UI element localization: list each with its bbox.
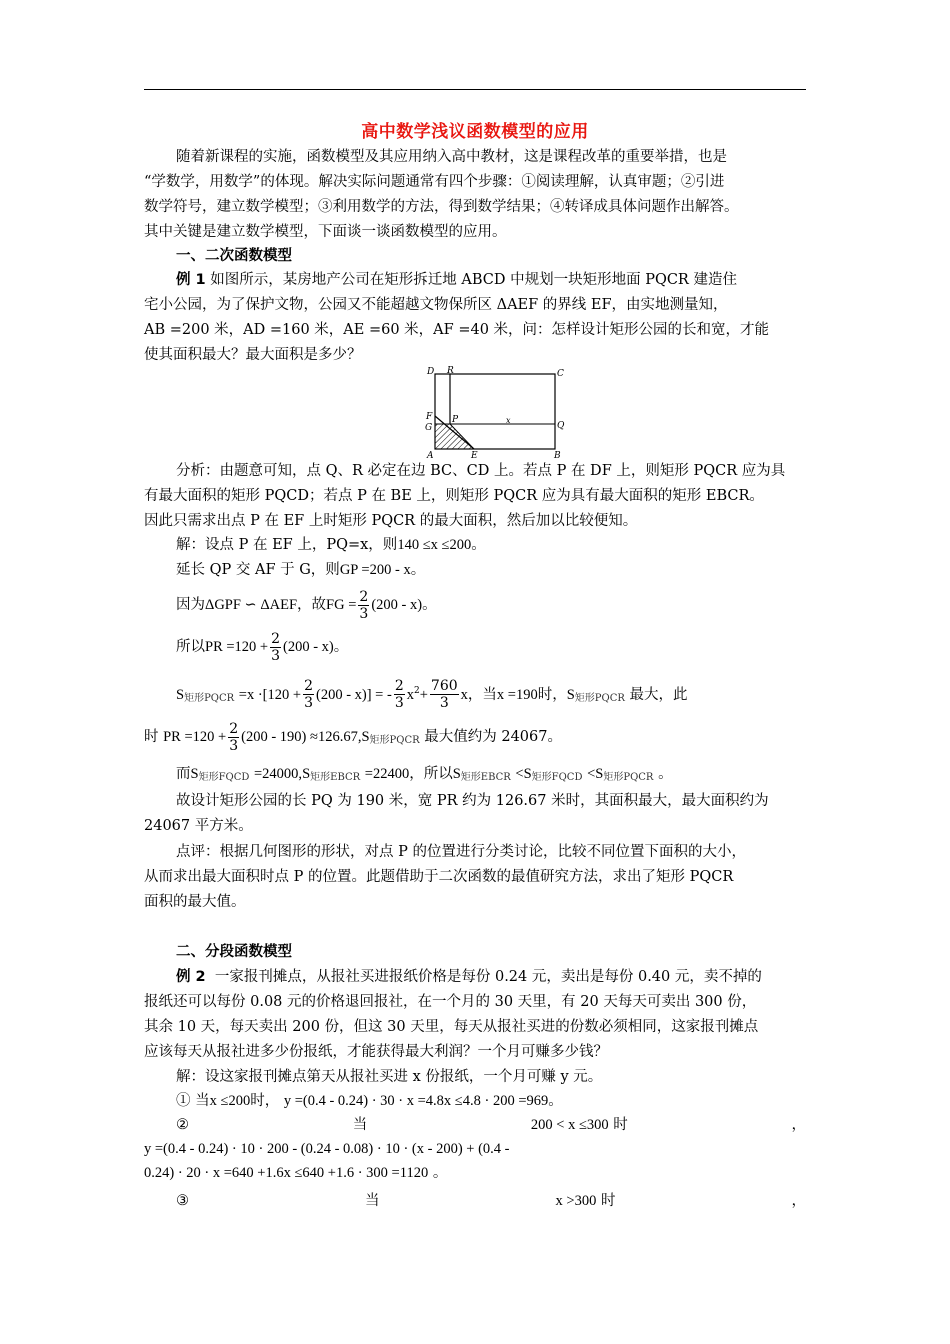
math: =x ·[120 + [238,686,302,703]
fraction [228,721,239,754]
example-line: 应该每天从报社进多少份报纸，才能获得最大利润？一个月可赚多少钱？ [144,1044,608,1060]
case-line [144,1116,806,1134]
text: ， [791,1193,806,1209]
text: ① 当 [176,1093,210,1109]
numerator: 2 [304,678,313,695]
subscript: 矩形EBCR [460,772,511,783]
solution-line [144,630,806,664]
math: S [361,729,370,745]
text: 时 [613,1117,628,1133]
math: S [452,766,461,782]
example-line [144,271,806,289]
label-B: B [554,451,561,460]
solution-line [144,765,806,787]
text: 。 [548,1093,563,1109]
text: 最大，此 [629,686,688,703]
example-text: 一家报刊摊点，从报社买进报纸价格是每份 0.24 元，卖出是每份 0.40 元，卖不掉的 [214,969,762,985]
fraction [270,631,281,664]
page-title: 高中数学浅议函数模型的应用 [361,122,589,142]
math: (200 - x)] = - [315,686,392,703]
math: 200 < x ≤300 [530,1117,609,1133]
math: FG = [326,597,357,613]
text: 而 [176,766,191,782]
math: S [595,766,604,782]
text: ③ [176,1193,189,1209]
math: PR =120 + [205,639,269,655]
math: x ≤200 [209,1093,251,1109]
example-line: AB =200 米，AD =160 米，AE =60 米，AF =40 米，问：怎样设计矩形公园的长和宽，才能 [144,322,770,338]
math: S [566,686,575,703]
math: x [406,686,414,703]
solution-line [144,720,806,758]
math: =24000, [254,766,303,782]
comment-line: 面积的最大值。 [144,894,246,910]
case-line [144,1092,806,1110]
label-F: F [426,412,433,422]
analysis-line: 分析：由题意可知，点 Q、R 必定在边 BC、CD 上。若点 P 在 DF 上，则矩形 PQCR 应为具 [176,463,786,479]
text: 当 [352,1117,368,1133]
solution-line [144,536,806,554]
math: S [190,766,199,782]
fraction [430,678,459,711]
label-x: x [506,416,511,425]
label-E: E [471,451,478,460]
math: < [515,766,524,782]
solution-line [144,674,806,716]
numerator: 760 [430,678,458,695]
text: 解：设点 P 在 EF 上，PQ=x，则 [176,537,398,553]
text: ② [176,1117,189,1133]
denominator: 3 [304,695,313,712]
example-line: 报纸还可以每份 0.08 元的价格退回报社，在一个月的 30 天里，有 20 天每天可卖出 300 份， [144,994,757,1010]
denominator: 3 [439,695,449,712]
subscript: 矩形PQCR [574,692,625,704]
math: x >300 [555,1193,597,1209]
example-label: 例 2 [176,969,206,985]
text: 所以 [176,639,205,655]
math: (200 - x) [371,597,423,613]
text: 。 [333,639,349,655]
solution-line [144,561,806,579]
label-C: C [557,369,564,379]
text: ，故 [297,597,327,613]
header-rule [144,89,806,90]
label-D: D [427,367,435,377]
math: 0.24) · 20 · x =640 +1.6x ≤640 +1.6 · 300 =1120 [144,1165,429,1181]
superscript: 2 [413,686,420,696]
example-line: 宅小公园，为了保护文物，公园又不能超越文物保所区 ΔAEF 的界线 EF，由实地测量知， [144,297,728,313]
subscript: 矩形FQCD [531,772,583,783]
text: ，所以 [409,766,453,782]
example-line: 其余 10 天，每天卖出 200 份，但这 30 天里，每天从报社买进的份数必须相同，这家报刊摊点 [144,1019,759,1035]
text: 时， [537,686,567,703]
text: 。 [422,597,437,613]
math: S [176,686,185,703]
comment-line: 点评：根据几何图形的形状，对点 P 的位置进行分类讨论，比较不同位置下面积的大小， [176,844,746,860]
fraction [303,678,314,711]
intro-line: “学数学，用数学”的体现。解决实际问题通常有四个步骤：①阅读理解，认真审题；②引进 [144,174,725,190]
rectangle-diagram [418,364,578,460]
section-heading: 一、二次函数模型 [176,248,292,264]
subscript: 矩形FQCD [198,772,250,783]
math: ΔGPF ∽ ΔAEF [205,597,298,613]
solution-line: 解：设这家报刊摊点第天从报社买进 x 份报纸，一个月可赚 y 元。 [176,1069,603,1085]
text: 。 [658,766,673,782]
text: 。 [410,562,426,578]
numerator: 2 [359,588,369,605]
text: ， [791,1117,806,1133]
fraction [358,589,369,622]
analysis-line: 因此只需求出点 P 在 EF 上时矩形 PQCR 的最大面积，然后加以比较便知。 [144,513,638,529]
denominator: 3 [394,695,404,712]
numerator: 2 [229,720,239,737]
math: x =190 [496,686,538,703]
math: =22400 [364,766,410,782]
intro-line: 其中关键是建立数学模型，下面谈一谈函数模型的应用。 [144,224,507,240]
example-line [144,968,806,986]
case-line [144,1192,806,1210]
math: S [523,766,532,782]
math: GP =200 - x [339,562,411,578]
fraction [394,678,405,711]
denominator: 3 [229,737,239,754]
text: 时， [250,1093,280,1109]
text: 当 [365,1193,380,1209]
numerator: 2 [271,630,281,647]
case-line [144,1164,806,1182]
intro-line: 随着新课程的实施，函数模型及其应用纳入高中教材，这是课程改革的重要举措，也是 [176,149,727,165]
conclusion-line: 故设计矩形公园的长 PQ 为 190 米，宽 PR 约为 126.67 米时，其面积最大，最大面积约为 [176,793,769,809]
label-R: R [447,366,454,376]
analysis-line: 有最大面积的矩形 PQCD；若点 P 在 BE 上，则矩形 PQCR 应为具有最大面积的矩形 EBCR。 [144,488,764,504]
subscript: 矩形PQCR [603,772,654,783]
intro-line: 数学符号，建立数学模型；③利用数学的方法，得到数学结果；④转译成具体问题作出解答。 [144,199,739,215]
math: y =(0.4 - 0.24) · 30 · x =4.8x ≤4.8 · 200 =969 [283,1093,549,1109]
text: 。 [432,1165,448,1181]
math: x [460,686,468,703]
math: S [302,766,311,782]
label-P: P [452,415,459,425]
text: 时 [144,729,159,745]
subscript: 矩形PQCR [369,735,420,746]
label-A: A [427,451,434,460]
section-heading: 二、分段函数模型 [176,944,292,960]
math: (200 - x) [283,639,334,655]
math: + [419,686,428,703]
text: 因为 [176,597,205,613]
subscript: 矩形EBCR [310,772,361,783]
example-text: 如图所示，某房地产公司在矩形拆迁地 ABCD 中规划一块矩形地面 PQCR 建造住 [210,272,737,288]
math: (200 - 190) ≈126.67, [241,729,362,745]
numerator: 2 [394,678,404,695]
text: ，当 [467,686,497,703]
text: 最大值约为 24067。 [424,729,562,745]
denominator: 3 [271,647,281,664]
example-label: 例 1 [176,272,206,288]
math: 140 ≤x ≤200 [397,537,472,553]
text: 延长 QP 交 AF 于 G，则 [176,562,340,578]
solution-line [144,588,806,622]
math: PR =120 + [163,729,227,745]
label-G: G [425,423,433,433]
subscript: 矩形PQCR [184,692,235,704]
math: < [587,766,596,782]
text: 时 [600,1193,616,1209]
example-line: 使其面积最大？最大面积是多少？ [144,347,362,363]
label-Q: Q [557,421,565,431]
text: 。 [471,537,486,553]
case-line: y =(0.4 - 0.24) · 10 · 200 - (0.24 - 0.08) · 10 · (x - 200) + (0.4 - [144,1141,510,1157]
conclusion-line: 24067 平方米。 [144,818,253,834]
comment-line: 从而求出最大面积时点 P 的位置。此题借助于二次函数的最值研究方法，求出了矩形 PQCR [144,869,734,885]
denominator: 3 [359,605,369,622]
